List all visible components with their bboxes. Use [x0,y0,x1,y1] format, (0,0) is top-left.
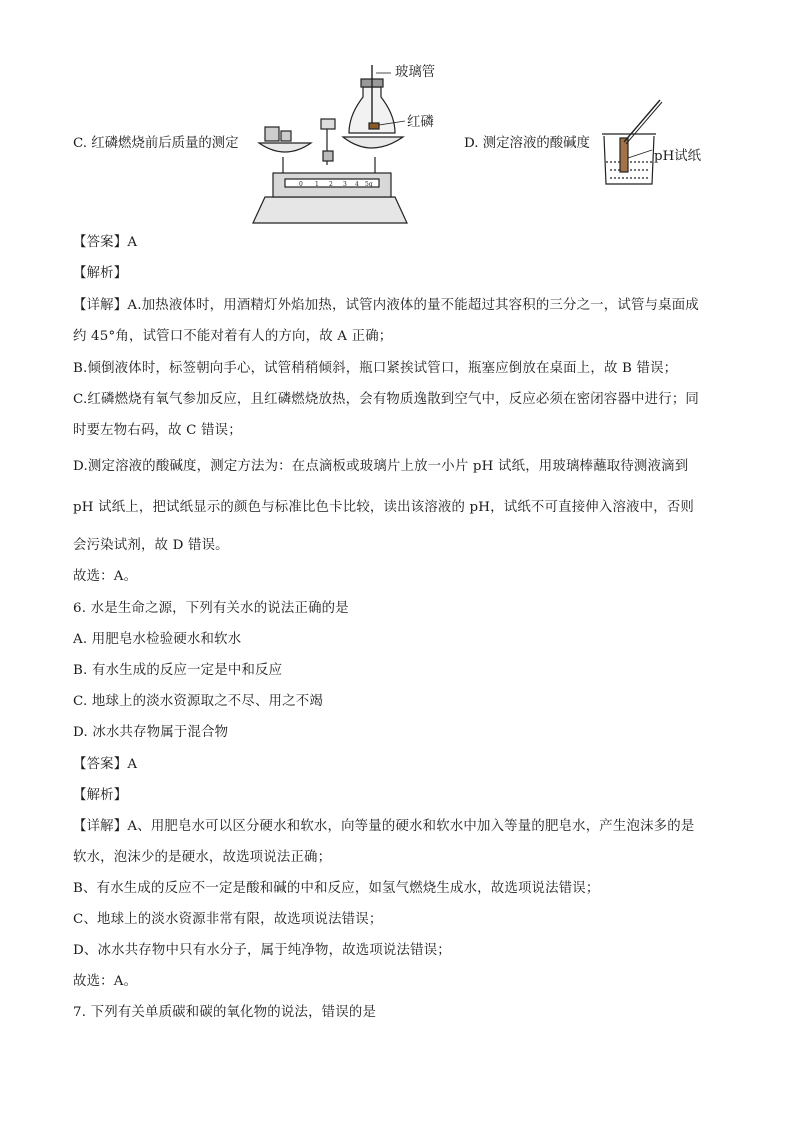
line-detail-5-c2: 时要左物右码，故 C 错误； [73,423,242,438]
scale-tick-5: 5g [365,181,373,188]
question-6-option-a: A. 用肥皂水检验硬水和软水 [73,632,242,647]
scale-tick-4: 4 [355,181,359,188]
line-detail-5-d1: D.测定溶液的酸碱度，测定方法为：在点滴板或玻璃片上放一小片 pH 试纸，用玻璃棒蘸取待测液滴到 [73,459,689,474]
line-answer-6: 【答案】A [73,757,138,772]
line-analysis-5: 【解析】 [73,266,128,281]
scale-tick-3: 3 [343,181,347,188]
line-detail-6-b: B、有水生成的反应不一定是酸和碱的中和反应，如氢气燃烧生成水，故选项说法错误； [73,881,600,896]
option-d-label: D. 测定溶液的酸碱度 [464,136,590,151]
scale-tick-1: 1 [315,181,319,188]
question-6-option-c: C. 地球上的淡水资源取之不尽、用之不竭 [73,694,323,709]
balance-figure [245,65,445,225]
question-6-stem: 6. 水是生命之源，下列有关水的说法正确的是 [73,601,349,616]
line-detail-6-a1: 【详解】A、用肥皂水可以区分硬水和软水，向等量的硬水和软水中加入等量的肥皂水，产生泡沫多的是 [73,819,695,834]
line-detail-5-b: B.倾倒液体时，标签朝向手心，试管稍稍倾斜，瓶口紧挨试管口，瓶塞应倒放在桌面上，故 B 错误； [73,361,678,376]
line-choice-6: 故选：A。 [73,974,138,989]
tag-red-phosphorus: 红磷 [407,115,434,130]
line-detail-5-d3: 会污染试剂，故 D 错误。 [73,538,229,553]
line-detail-6-c: C、地球上的淡水资源非常有限，故选项说法错误； [73,912,383,927]
line-detail-5-c1: C.红磷燃烧有氧气参加反应，且红磷燃烧放热，会有物质逸散到空气中，反应必须在密闭容器中进行；同 [73,392,699,407]
line-detail-5-d2: pH 试纸上，把试纸显示的颜色与标准比色卡比较，读出该溶液的 pH，试纸不可直接伸入溶液中，否则 [73,500,695,515]
option-c-label: C. 红磷燃烧前后质量的测定 [73,136,239,151]
tag-ph-paper: pH试纸 [654,149,702,164]
line-detail-6-d: D、冰水共存物中只有水分子，属于纯净物，故选项说法错误； [73,943,451,958]
question-6-option-d: D. 冰水共存物属于混合物 [73,725,229,740]
question-7-stem: 7. 下列有关单质碳和碳的氧化物的说法，错误的是 [73,1005,377,1020]
line-choice-5: 故选：A。 [73,569,138,584]
beaker-figure [600,98,670,193]
question-6-option-b: B. 有水生成的反应一定是中和反应 [73,663,283,678]
tag-glass-tube: 玻璃管 [395,65,436,80]
line-analysis-6: 【解析】 [73,788,128,803]
line-answer-5: 【答案】A [73,235,138,250]
scale-tick-0: 0 [299,181,303,188]
line-detail-5-a2: 约 45°角，试管口不能对着有人的方向，故 A 正确； [73,329,393,344]
scale-tick-2: 2 [329,181,333,188]
line-detail-5-a1: 【详解】A.加热液体时，用酒精灯外焰加热，试管内液体的量不能超过其容积的三分之一，试管与桌面成 [73,298,699,313]
line-detail-6-a2: 软水，泡沫少的是硬水，故选项说法正确； [73,850,332,865]
